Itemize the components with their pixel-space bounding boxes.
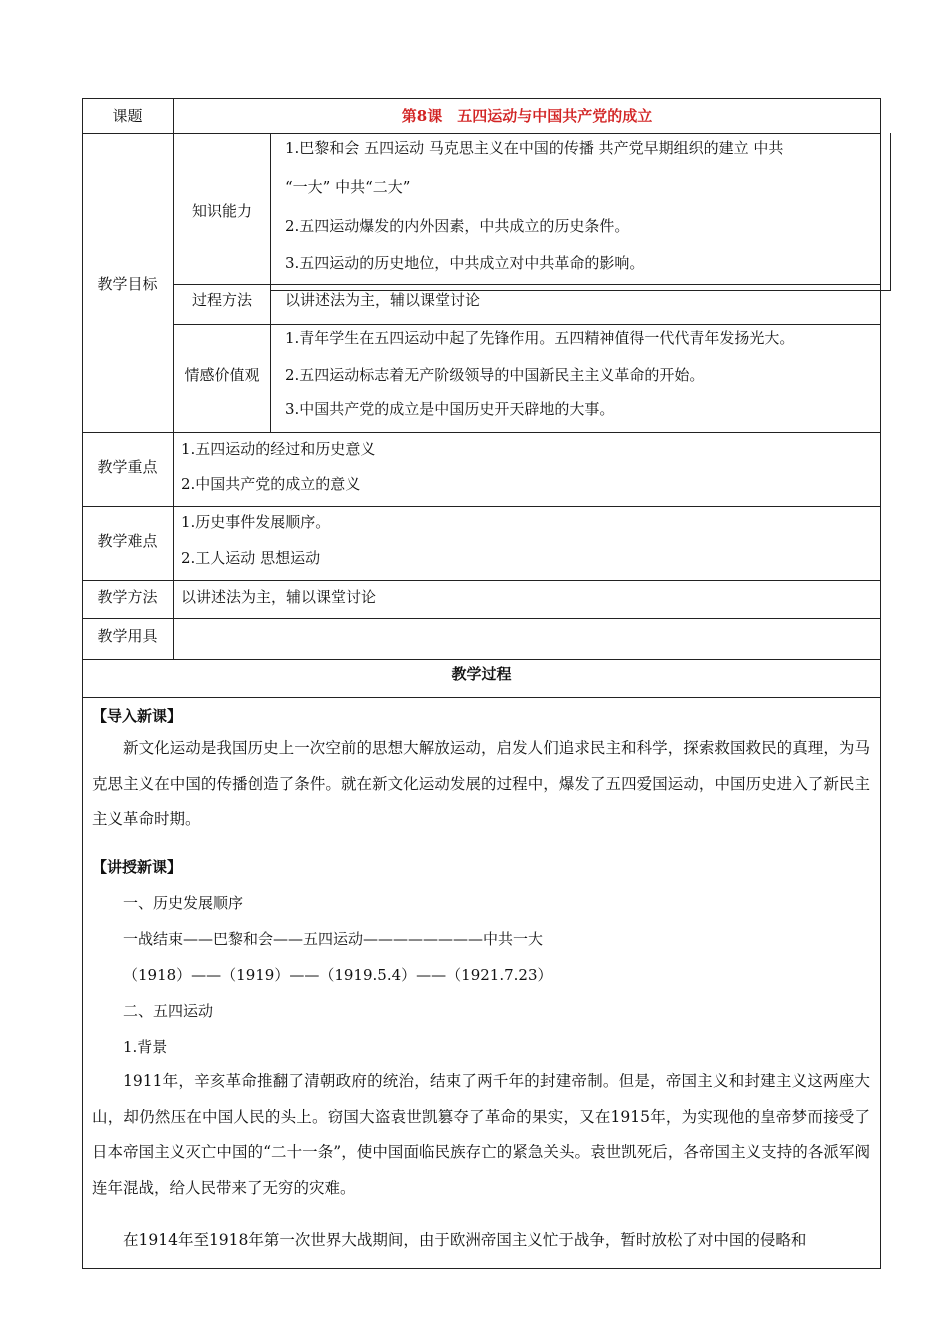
method-label: 教学方法	[97, 588, 158, 606]
background-paragraph: 1911年，辛亥革命推翻了清朝政府的统治，结束了两千年的封建帝制。但是，帝国主义和封建主义这两座大山，却仍然压在中国人民的头上。窃国大盗袁世凯篡夺了革命的果实，又在1915年，为实现他的皇帝梦而接受了日本帝国主义灭亡中国的“二十一条”，使中国面临民族存亡的紧急关头。袁世凯死后，各帝国主义支持的各派军阀连年混战，给人民带来了无穷的灾难。	[92, 1072, 870, 1197]
key-point-item: 2.中国共产党的成立的意义	[181, 475, 361, 493]
tools-label: 教学用具	[97, 627, 158, 645]
dates-line: （1918）——（1919）——（1919.5.4）——（1921.7.23）	[123, 966, 553, 984]
wwi-paragraph: 在1914年至1918年第一次世界大战期间，由于欧洲帝国主义忙于战争，暂时放松了对中国的侵略和	[123, 1231, 807, 1249]
values-item: 2.五四运动标志着无产阶级领导的中国新民主主义革命的开始。	[285, 366, 705, 384]
values-label: 情感价值观	[184, 366, 260, 384]
table-rule	[82, 618, 881, 619]
key-point-item: 1.五四运动的经过和历史意义	[181, 440, 376, 458]
knowledge-label: 知识能力	[191, 202, 252, 220]
table-rule	[82, 697, 881, 698]
new-lesson-heading: 【讲授新课】	[92, 858, 183, 876]
table-rule	[173, 284, 881, 285]
difficulties-label: 教学难点	[97, 532, 158, 550]
intro-heading: 【导入新课】	[92, 707, 183, 725]
table-column-rule	[270, 133, 271, 432]
process-text: 以讲述法为主，辅以课堂讨论	[285, 291, 481, 309]
key-points-label: 教学重点	[97, 458, 158, 476]
table-rule	[82, 506, 881, 507]
knowledge-box-right	[890, 133, 891, 291]
table-border-bottom	[82, 1268, 881, 1269]
table-rule	[82, 432, 881, 433]
intro-paragraph: 新文化运动是我国历史上一次空前的思想大解放运动，启发人们追求民主和科学，探索救国救民的真理，为马克思主义在中国的传播创造了条件。就在新文化运动发展的过程中，爆发了五四爱国运动，中国历史进入了新民主主义革命时期。	[92, 739, 870, 828]
topic-label: 课题	[112, 107, 143, 125]
process-section-title: 教学过程	[451, 665, 512, 683]
knowledge-item: 1.巴黎和会 五四运动 马克思主义在中国的传播 共产党早期组织的建立 中共	[285, 139, 784, 157]
section-1-title: 一、历史发展顺序	[123, 894, 244, 912]
table-rule	[82, 580, 881, 581]
knowledge-item: 3.五四运动的历史地位，中共成立对中共革命的影响。	[285, 254, 645, 272]
difficulty-item: 1.历史事件发展顺序。	[181, 513, 331, 531]
section-2-title: 二、五四运动	[123, 1002, 214, 1020]
knowledge-item: “一大” 中共“二大”	[285, 178, 411, 196]
values-item: 1.青年学生在五四运动中起了先锋作用。五四精神值得一代代青年发扬光大。	[285, 329, 795, 347]
table-border-top	[82, 98, 881, 99]
method-text: 以讲述法为主，辅以课堂讨论	[181, 588, 377, 606]
values-item: 3.中国共产党的成立是中国历史开天辟地的大事。	[285, 400, 615, 418]
subsection-background-title: 1.背景	[123, 1038, 168, 1056]
sequence-line: 一战结束——巴黎和会——五四运动————————中共一大	[123, 930, 544, 948]
table-rule	[82, 133, 881, 134]
knowledge-item: 2.五四运动爆发的内外因素，中共成立的历史条件。	[285, 217, 630, 235]
objectives-label: 教学目标	[97, 275, 158, 293]
difficulty-item: 2.工人运动 思想运动	[181, 549, 321, 567]
page-title: 第8课 五四运动与中国共产党的成立	[401, 107, 653, 125]
table-rule	[82, 659, 881, 660]
table-rule	[173, 324, 881, 325]
process-label: 过程方法	[191, 291, 252, 309]
